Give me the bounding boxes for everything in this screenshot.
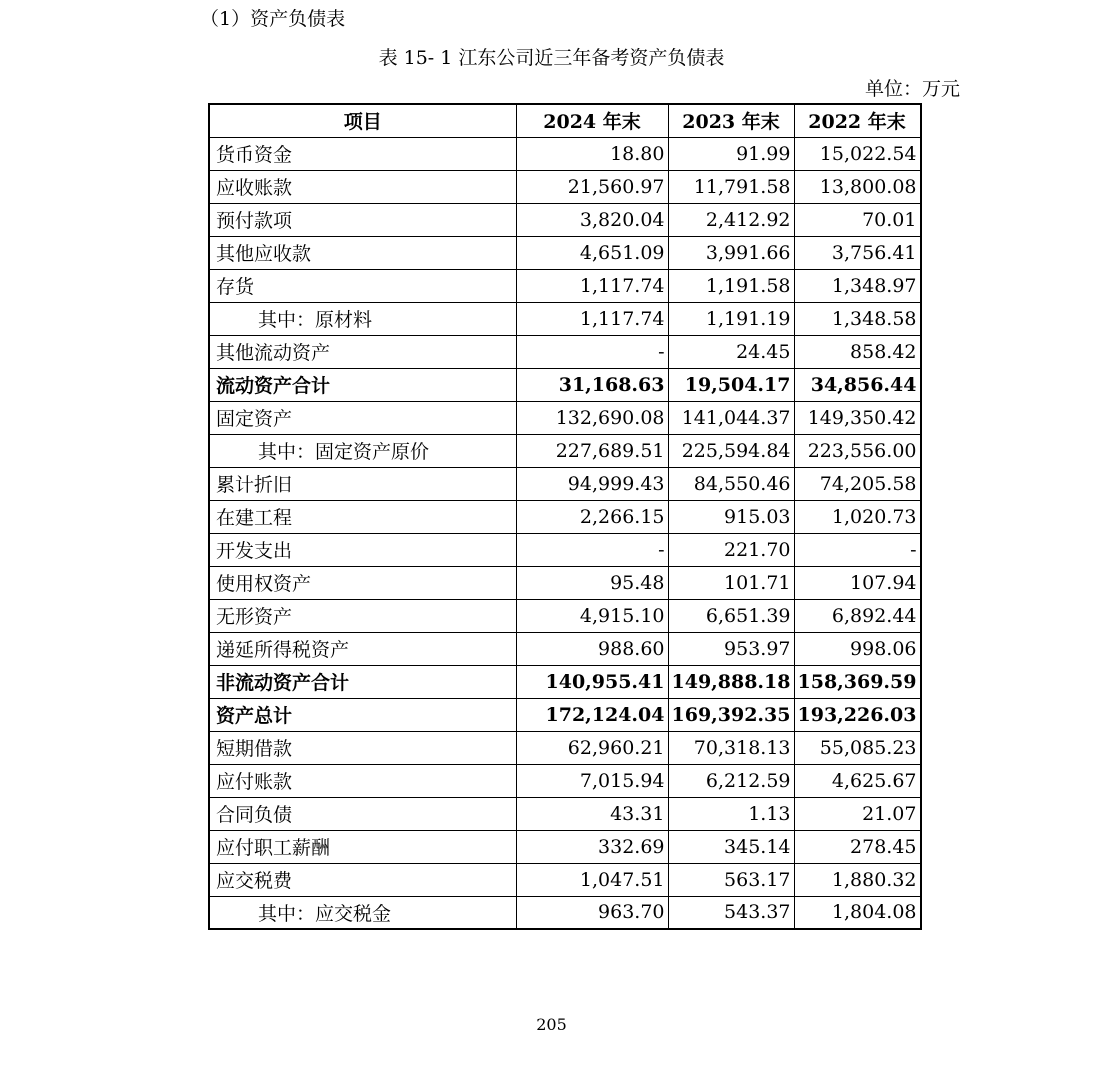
table-row xyxy=(209,698,921,731)
row-label: 其他流动资产 xyxy=(209,335,516,368)
value-2022: 858.42 xyxy=(794,335,921,368)
value-2022: 1,804.08 xyxy=(794,896,921,929)
value-2024: 4,915.10 xyxy=(516,599,668,632)
value-2023: 543.37 xyxy=(668,896,794,929)
row-label: 非流动资产合计 xyxy=(209,665,516,698)
row-label: 开发支出 xyxy=(209,533,516,566)
row-label: 流动资产合计 xyxy=(209,368,516,401)
value-2023: 149,888.18 xyxy=(668,665,794,698)
page-number: 205 xyxy=(536,1015,567,1034)
value-2024: 1,047.51 xyxy=(516,863,668,896)
value-2024: 3,820.04 xyxy=(516,203,668,236)
value-2022: 13,800.08 xyxy=(794,170,921,203)
value-2022: 1,348.58 xyxy=(794,302,921,335)
value-2022: 107.94 xyxy=(794,566,921,599)
value-2024: 227,689.51 xyxy=(516,434,668,467)
value-2023: 6,212.59 xyxy=(668,764,794,797)
value-2024: 43.31 xyxy=(516,797,668,830)
value-2024: 4,651.09 xyxy=(516,236,668,269)
value-2024: 2,266.15 xyxy=(516,500,668,533)
table-header-row xyxy=(209,104,921,137)
row-label: 预付款项 xyxy=(209,203,516,236)
header-2023: 2023 年末 xyxy=(668,104,794,137)
value-2023: 101.71 xyxy=(668,566,794,599)
row-label: 短期借款 xyxy=(209,731,516,764)
table-row xyxy=(209,368,921,401)
value-2023: 169,392.35 xyxy=(668,698,794,731)
value-2022: 1,020.73 xyxy=(794,500,921,533)
value-2024: 18.80 xyxy=(516,137,668,170)
value-2022: 149,350.42 xyxy=(794,401,921,434)
table-row xyxy=(209,797,921,830)
row-label: 其中：应交税金 xyxy=(209,896,516,929)
value-2023: 84,550.46 xyxy=(668,467,794,500)
row-label: 使用权资产 xyxy=(209,566,516,599)
row-label: 资产总计 xyxy=(209,698,516,731)
value-2024: 7,015.94 xyxy=(516,764,668,797)
table-row xyxy=(209,896,921,929)
value-2023: 953.97 xyxy=(668,632,794,665)
header-2022: 2022 年末 xyxy=(794,104,921,137)
balance-sheet-table xyxy=(208,103,922,930)
value-2023: 1,191.58 xyxy=(668,269,794,302)
row-label: 应交税费 xyxy=(209,863,516,896)
value-2022: 193,226.03 xyxy=(794,698,921,731)
value-2024: 172,124.04 xyxy=(516,698,668,731)
value-2024: 140,955.41 xyxy=(516,665,668,698)
row-label: 其中：固定资产原价 xyxy=(209,434,516,467)
value-2023: 1,191.19 xyxy=(668,302,794,335)
row-label: 应付职工薪酬 xyxy=(209,830,516,863)
value-2022: 1,880.32 xyxy=(794,863,921,896)
table-caption: 表 15- 1 江东公司近三年备考资产负债表 xyxy=(378,47,725,69)
table-row xyxy=(209,533,921,566)
table-row xyxy=(209,467,921,500)
value-2024: 94,999.43 xyxy=(516,467,668,500)
unit-label: 单位：万元 xyxy=(864,78,960,100)
header-item: 项目 xyxy=(209,104,516,137)
value-2022: 15,022.54 xyxy=(794,137,921,170)
value-2024: 62,960.21 xyxy=(516,731,668,764)
table-row xyxy=(209,335,921,368)
table-row xyxy=(209,764,921,797)
header-2024: 2024 年末 xyxy=(516,104,668,137)
value-2023: 2,412.92 xyxy=(668,203,794,236)
row-label: 累计折旧 xyxy=(209,467,516,500)
value-2023: 91.99 xyxy=(668,137,794,170)
row-label: 其中：原材料 xyxy=(209,302,516,335)
row-label: 无形资产 xyxy=(209,599,516,632)
table-row xyxy=(209,599,921,632)
value-2022: 998.06 xyxy=(794,632,921,665)
table-row xyxy=(209,269,921,302)
value-2024: 1,117.74 xyxy=(516,269,668,302)
table-row xyxy=(209,401,921,434)
row-label: 应付账款 xyxy=(209,764,516,797)
table-row xyxy=(209,236,921,269)
value-2022: 74,205.58 xyxy=(794,467,921,500)
table-row xyxy=(209,500,921,533)
row-label: 应收账款 xyxy=(209,170,516,203)
table-row xyxy=(209,302,921,335)
value-2022: - xyxy=(794,533,921,566)
value-2024: 31,168.63 xyxy=(516,368,668,401)
value-2023: 3,991.66 xyxy=(668,236,794,269)
value-2022: 158,369.59 xyxy=(794,665,921,698)
value-2023: 70,318.13 xyxy=(668,731,794,764)
table-row xyxy=(209,830,921,863)
table-row xyxy=(209,731,921,764)
table-row xyxy=(209,137,921,170)
table-row xyxy=(209,863,921,896)
value-2022: 55,085.23 xyxy=(794,731,921,764)
value-2022: 21.07 xyxy=(794,797,921,830)
section-heading: （1）资产负债表 xyxy=(200,8,346,30)
value-2023: 141,044.37 xyxy=(668,401,794,434)
row-label: 其他应收款 xyxy=(209,236,516,269)
value-2024: 1,117.74 xyxy=(516,302,668,335)
value-2023: 345.14 xyxy=(668,830,794,863)
value-2024: 132,690.08 xyxy=(516,401,668,434)
value-2022: 70.01 xyxy=(794,203,921,236)
table-row xyxy=(209,566,921,599)
value-2023: 24.45 xyxy=(668,335,794,368)
table-body xyxy=(209,137,921,929)
value-2022: 1,348.97 xyxy=(794,269,921,302)
table-row xyxy=(209,170,921,203)
value-2023: 225,594.84 xyxy=(668,434,794,467)
value-2022: 4,625.67 xyxy=(794,764,921,797)
value-2022: 34,856.44 xyxy=(794,368,921,401)
value-2024: - xyxy=(516,533,668,566)
row-label: 合同负债 xyxy=(209,797,516,830)
row-label: 存货 xyxy=(209,269,516,302)
value-2022: 223,556.00 xyxy=(794,434,921,467)
table-row xyxy=(209,203,921,236)
row-label: 递延所得税资产 xyxy=(209,632,516,665)
value-2022: 3,756.41 xyxy=(794,236,921,269)
value-2024: - xyxy=(516,335,668,368)
value-2023: 221.70 xyxy=(668,533,794,566)
value-2024: 332.69 xyxy=(516,830,668,863)
value-2022: 6,892.44 xyxy=(794,599,921,632)
table-row xyxy=(209,665,921,698)
value-2024: 95.48 xyxy=(516,566,668,599)
row-label: 货币资金 xyxy=(209,137,516,170)
value-2023: 11,791.58 xyxy=(668,170,794,203)
table-row xyxy=(209,434,921,467)
value-2023: 6,651.39 xyxy=(668,599,794,632)
value-2022: 278.45 xyxy=(794,830,921,863)
row-label: 固定资产 xyxy=(209,401,516,434)
value-2024: 988.60 xyxy=(516,632,668,665)
value-2024: 963.70 xyxy=(516,896,668,929)
value-2023: 563.17 xyxy=(668,863,794,896)
value-2023: 1.13 xyxy=(668,797,794,830)
value-2024: 21,560.97 xyxy=(516,170,668,203)
value-2023: 915.03 xyxy=(668,500,794,533)
row-label: 在建工程 xyxy=(209,500,516,533)
table-row xyxy=(209,632,921,665)
value-2023: 19,504.17 xyxy=(668,368,794,401)
